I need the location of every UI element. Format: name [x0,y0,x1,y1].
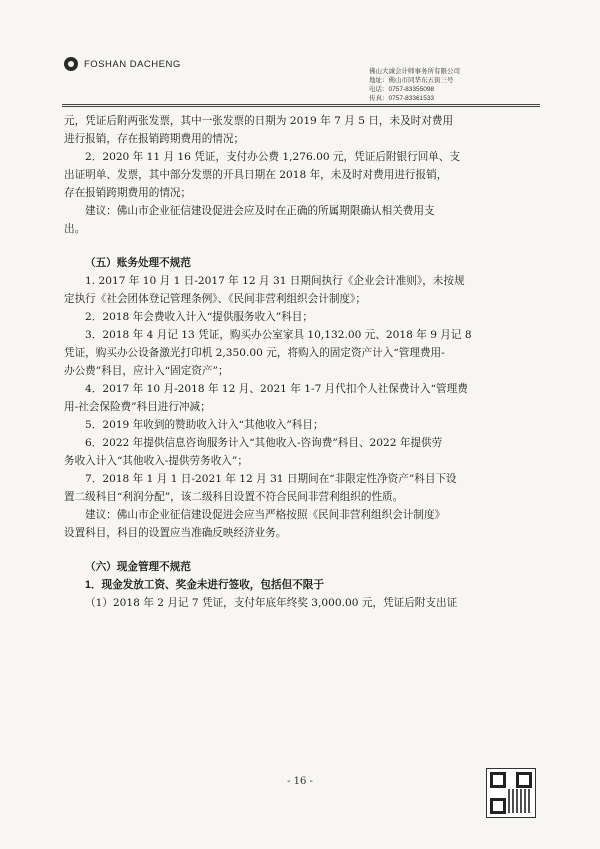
text-line: 2．2018 年会费收入计入“提供服务收入”科目； [85,311,313,323]
firm-info [369,67,460,103]
text-line: 5．2019 年收到的赞助收入计入“其他收入”科目； [85,419,324,431]
text-line: 1. 2017 年 10 月 1 日-2017 年 12 月 31 日期间执行《企业会计准则》，未按规 [85,275,465,287]
text-line: 用-社会保险费”科目进行冲减； [64,401,211,413]
firm-fax: 传真：0757-83361533 [369,95,435,102]
section-heading: （六）现金管理不规范 [85,561,191,573]
text-line: 出。 [64,223,86,235]
text-line: 元，凭证后附两张发票，其中一张发票的日期为 2019 年 7 月 5 日，未及时对费用 [64,115,454,127]
text-line: 2．2020 年 11 月 16 凭证，支付办公费 1,276.00 元，凭证后附银行回单、支 [85,151,461,163]
qr-code-icon [486,768,536,818]
logo-icon [64,57,78,71]
header-rule [62,104,540,105]
text-line: （1）2018 年 2 月记 7 凭证，支付年底年终奖 3,000.00 元，凭证后附支出证 [85,597,458,609]
text-line: 3．2018 年 4 月记 13 凭证，购买办公室家具 10,132.00 元、2018 年 9 月记 8 [85,329,472,341]
text-line: 存在报销跨期费用的情况； [64,187,192,199]
text-line: 置二级科目“利润分配”，该二级科目设置不符合民间非营利组织的性质。 [64,491,404,503]
logo-text: FOSHAN DACHENG [84,58,181,70]
text-line: 7．2018 年 1 月 1 日-2021 年 12 月 31 日期间在“非限定性净资产”科目下设 [85,473,457,485]
text-line: 设置科目，科目的设置应当准确反映经济业务。 [64,527,287,539]
text-line: 定执行《社会团体登记管理条例》、《民间非营利组织会计制度》； [64,293,366,305]
qr-finder [490,798,506,814]
qr-modules [508,789,532,813]
firm-name: 佛山大诚会计师事务所有限公司 [369,68,460,75]
spacer [64,542,542,558]
text-line: 4．2017 年 10 月-2018 年 12 月、2021 年 1-7 月代扣个人社保费计入“管理费 [85,383,468,395]
text-line: 务收入计入“其他收入-提供劳务收入”； [64,455,248,467]
text-line: 凭证，购买办公设备激光打印机 2,350.00 元，将购入的固定资产计入“管理费用- [64,347,445,359]
firm-logo [64,57,181,71]
text-line: 办公费”科目，应计入“固定资产”； [64,365,229,377]
body-text [64,112,542,612]
text-line: 出证明单、发票，其中部分发票的开具日期在 2018 年，未及时对费用进行报销， [64,169,448,181]
firm-address: 地址：佛山市同华东五街三号 [369,77,454,84]
text-line: 建议：佛山市企业征信建设促进会应当严格按照《民间非营利组织会计制度》 [85,509,446,521]
header-rule-thin [62,106,540,107]
text-line: 建议：佛山市企业征信建设促进会应及时在正确的所属期限确认相关费用支 [85,205,435,217]
subsection-heading: 1．现金发放工资、奖金未进行签收，包括但不限于 [85,579,324,591]
text-line: 6．2022 年提供信息咨询服务计入“其他收入-咨询费”科目、2022 年提供劳 [85,437,443,449]
spacer [64,238,542,254]
section-heading: （五）账务处理不规范 [85,257,191,269]
page-number: - 16 - [287,776,313,787]
firm-phone: 电话：0757-83355098 [369,86,435,93]
text-line: 进行报销，存在报销跨期费用的情况； [64,133,245,145]
